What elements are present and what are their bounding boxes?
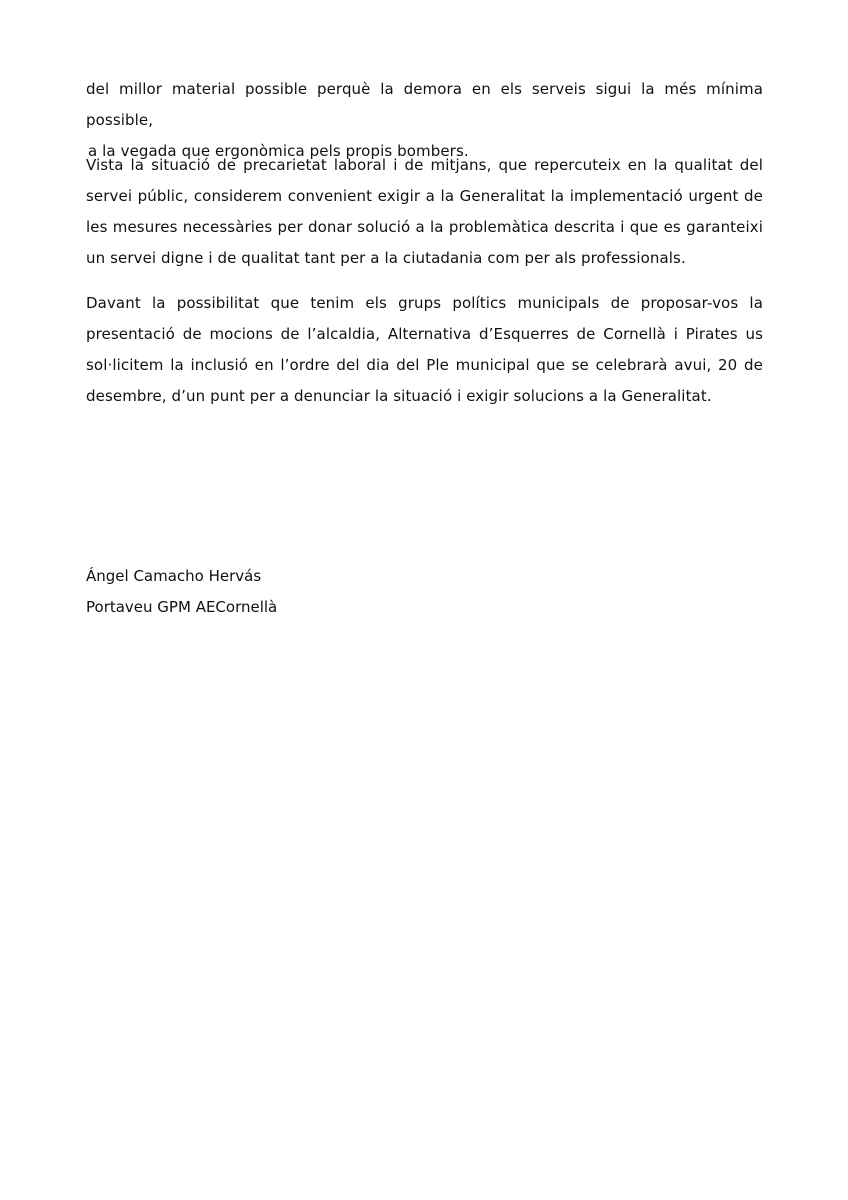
paragraph-text: Vista la situació de precarietat laboral i de mitjans, que repercuteix en la qualitat del servei públic, considerem convenient exigir a la Generalitat la implementació urgent de les mesures necessàries per donar solució a la problemàtica descrita i que es garanteixi un servei digne i de qualitat tant per a la ciutadania com per als professionals. [86, 156, 763, 267]
paragraph-request [86, 288, 763, 412]
paragraph-line: a la vegada que ergonòmica pels propis bombers. [88, 142, 469, 160]
signatory-role: Portaveu GPM AECornellà [86, 598, 278, 616]
signature-block [86, 561, 486, 623]
paragraph-situation [86, 150, 763, 274]
signatory-name: Ángel Camacho Hervás [86, 567, 262, 585]
paragraph-line: del millor material possible perquè la demora en els serveis sigui la més mínima possible, [86, 80, 763, 129]
paragraph-text: Davant la possibilitat que tenim els grups polítics municipals de proposar-vos la presentació de mocions de l’alcaldia, Alternativa d’Esquerres de Cornellà i Pirates us sol·licitem la inclusió en l’ordre del dia del Ple municipal que se celebrarà avui, 20 de desembre, d’un punt per a denunciar la situació i exigir solucions a la Generalitat. [86, 294, 763, 405]
